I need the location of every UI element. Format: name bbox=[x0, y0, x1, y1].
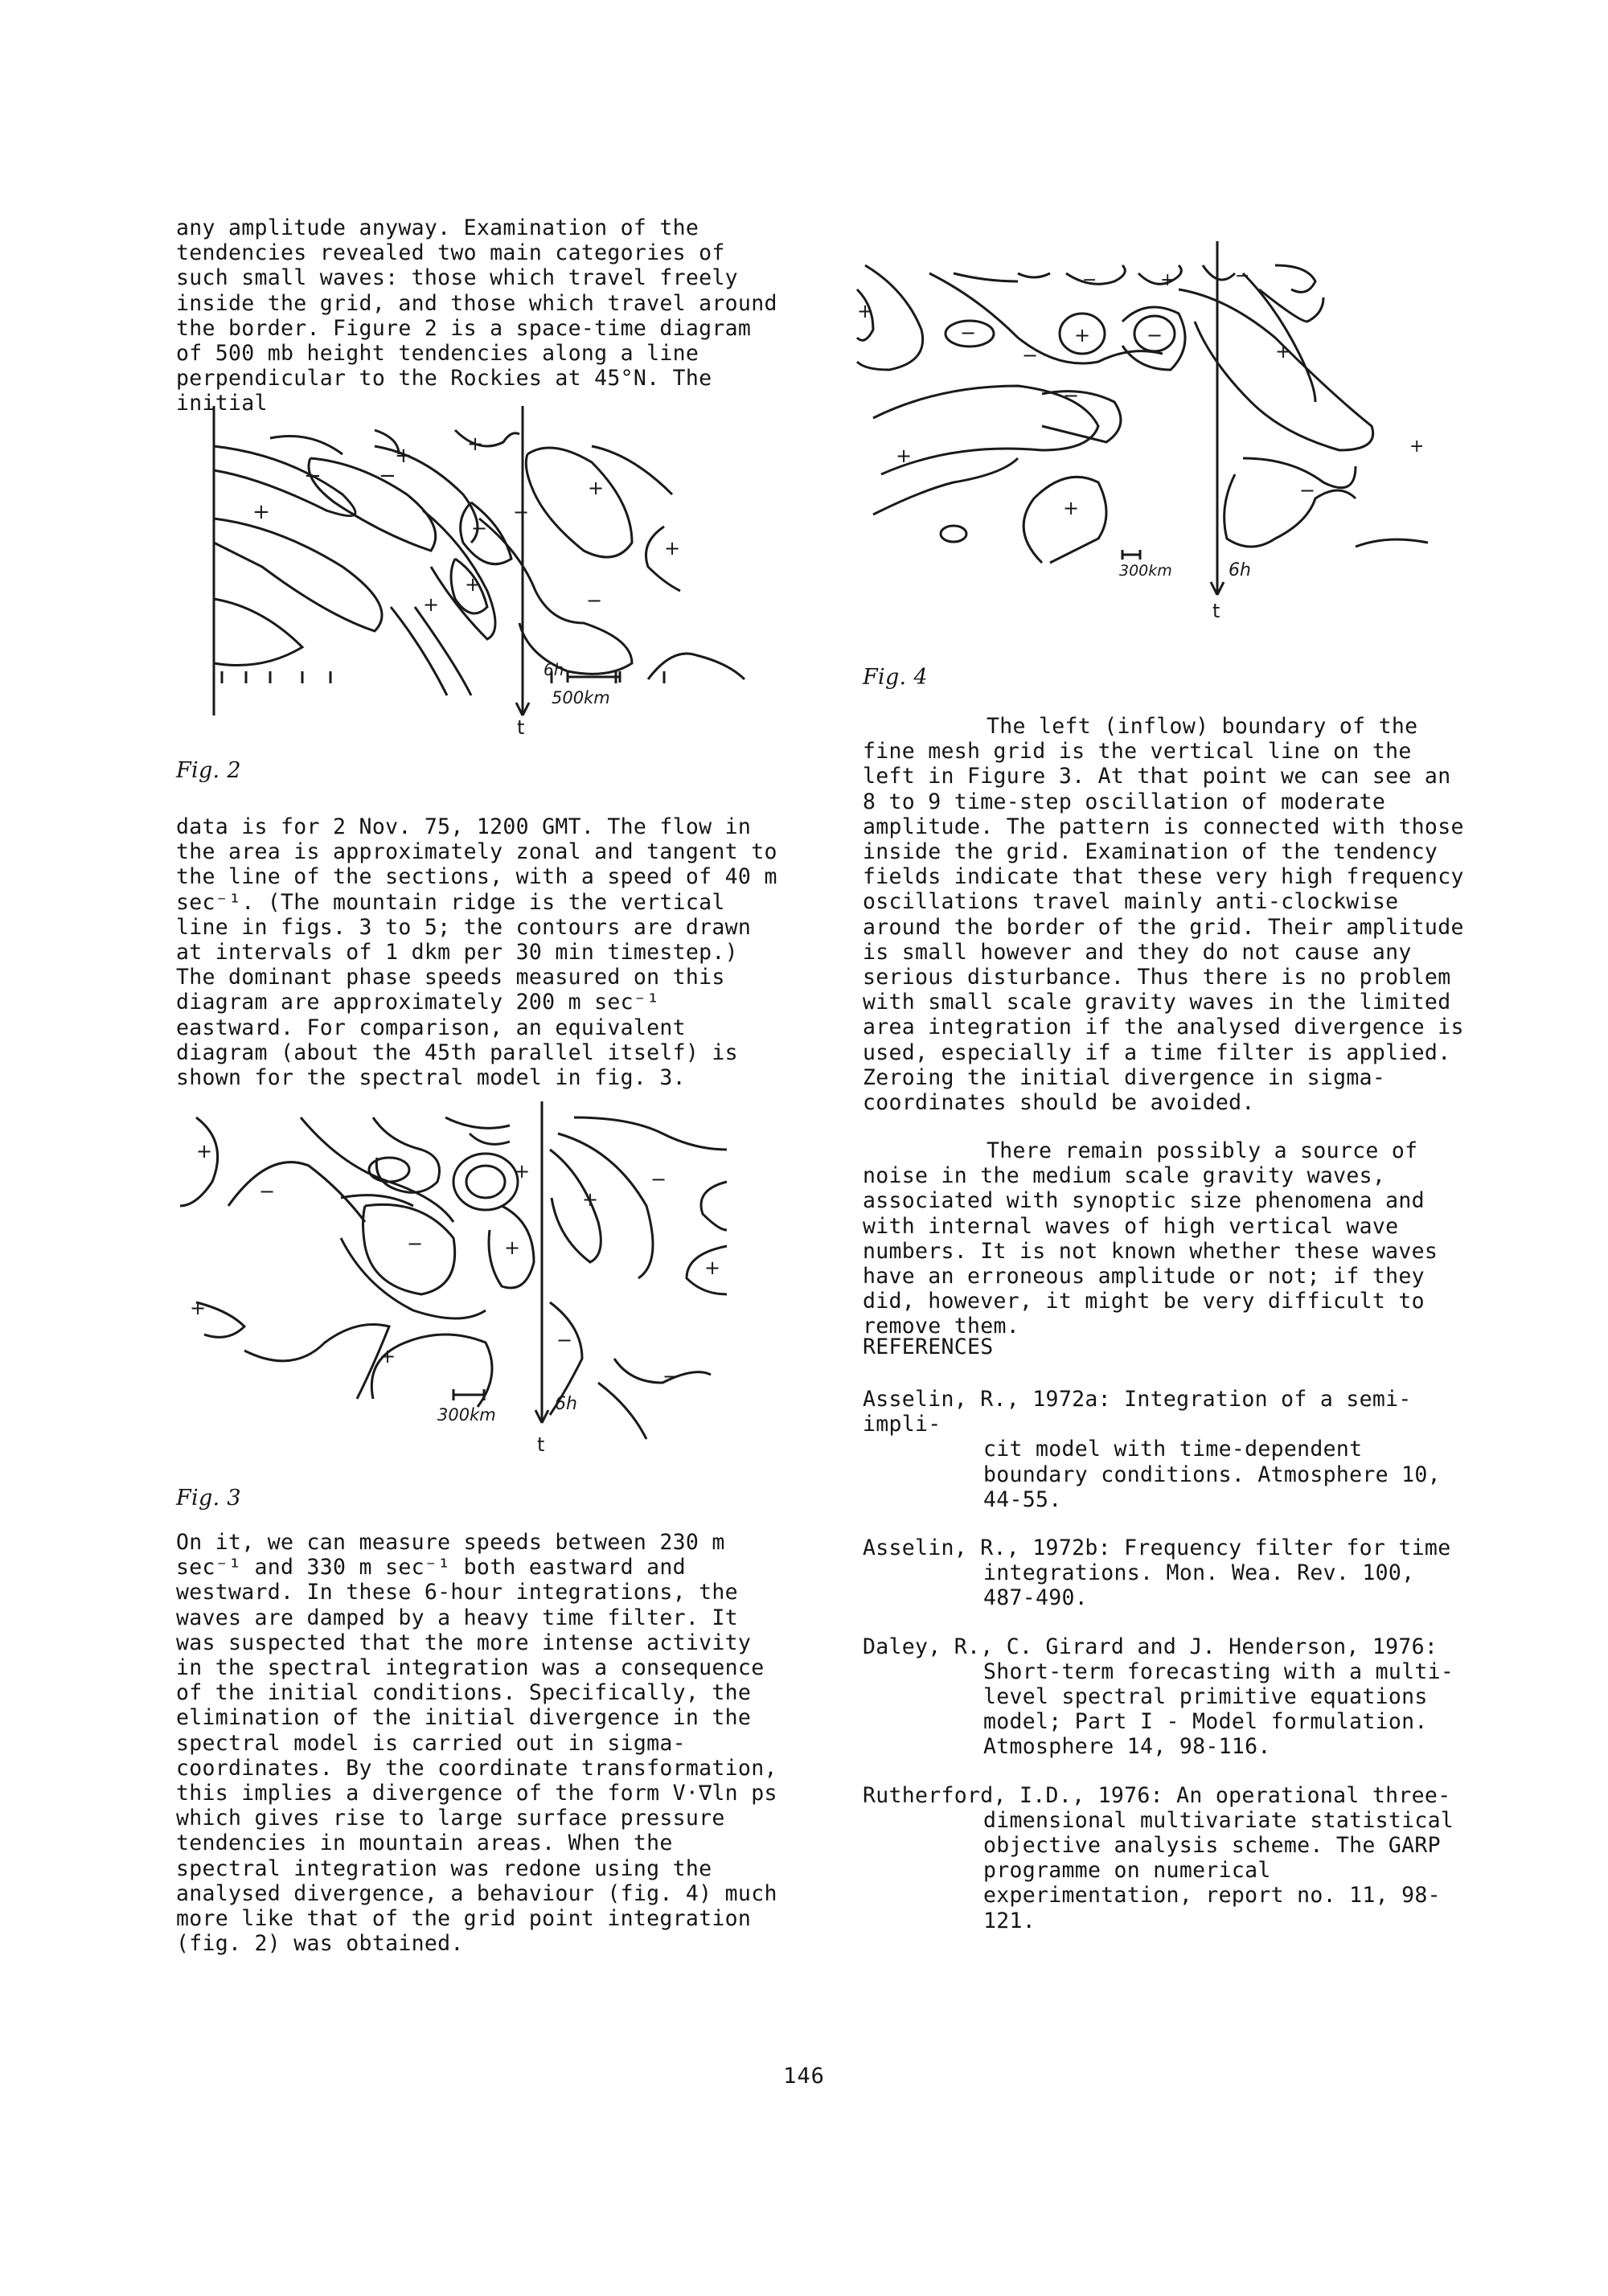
fig3-caption: Fig. 3 bbox=[176, 1486, 241, 1511]
fig3-sign: − bbox=[662, 1365, 679, 1388]
fig4-sign: + bbox=[896, 445, 913, 467]
right-para-2 bbox=[863, 1138, 1474, 1339]
fig2-contour bbox=[214, 599, 302, 666]
reference-lead: Daley, R., C. Girard and J. Henderson, 1976: bbox=[863, 1634, 1438, 1659]
paragraph-inflow-boundary: The left (inflow) boundary of the fine mesh grid is the vertical line on the left in Figure 3. At that point we can see an 8 to 9 time-step oscillation of moderate amplitude. The pattern is connected with those inside the grid. Examination of the tendency fields indicate that these very high frequency oscillations travel mainly anti-clockwise around the border of the grid. Their amplitude is small however and they do not cause any serious disturbance. Thus there is no problem with small scale gravity waves in the limited area integration if the analysed divergence is used, especially if a time filter is applied. Zeroing the initial divergence in sigma-coordinates should be avoided. bbox=[863, 714, 1464, 1116]
reference-rest: integrations. Mon. Wea. Rev. 100, 487-490. bbox=[983, 1560, 1415, 1611]
fig4-sign: − bbox=[1082, 270, 1097, 290]
paragraph-top: any amplitude anyway. Examination of the tendencies revealed two main categories of such small waves: those which travel freely inside the grid, and those which travel around the border. Figure 2 is a space-time diagram of 500 mb height tendencies along a line perpendicular to the Rockies at 45°N. The initial bbox=[176, 215, 777, 416]
reference-item bbox=[863, 1783, 1474, 1933]
fig4-time-label: 6h bbox=[1229, 560, 1251, 580]
fig4-contour bbox=[1259, 289, 1323, 322]
fig4-sign: + bbox=[1063, 497, 1080, 519]
fig4-sign: + bbox=[1160, 270, 1175, 290]
reference-rest: Short-term forecasting with a multi-level spectral primitive equations model; Part I - Model formulation. Atmosphere 14, 98-116. bbox=[983, 1658, 1454, 1760]
reference-lead: Asselin, R., 1972a: Integration of a semi-impli- bbox=[863, 1387, 1412, 1437]
fig4-sign: − bbox=[960, 322, 977, 344]
fig4-contour bbox=[941, 526, 966, 542]
fig3-contour bbox=[574, 1117, 727, 1150]
fig2-sign: − bbox=[471, 517, 488, 539]
left-para-top bbox=[176, 215, 787, 416]
fig3-scale-bar bbox=[453, 1389, 484, 1400]
fig2-sign: − bbox=[513, 501, 530, 523]
fig2-contour bbox=[270, 430, 399, 454]
fig2-scale-label: 500km bbox=[552, 688, 610, 707]
right-para-1 bbox=[863, 714, 1474, 1115]
fig2-contour bbox=[391, 607, 471, 695]
fig4-contour bbox=[954, 273, 1050, 281]
fig4-sign: − bbox=[1147, 324, 1163, 346]
fig2-contour bbox=[455, 430, 519, 446]
fig2-sign: − bbox=[586, 589, 603, 612]
fig3-sign: + bbox=[196, 1140, 213, 1162]
references-heading: REFERENCES bbox=[863, 1335, 994, 1359]
fig2-sign: − bbox=[304, 464, 322, 488]
reference-rest: dimensional multivariate statistical objective analysis scheme. The GARP programme on numerical experimentation, report no. 11, 98-121. bbox=[983, 1807, 1454, 1933]
fig2-sign: + bbox=[423, 593, 440, 616]
fig2-contour bbox=[214, 446, 355, 516]
fig2-sign: + bbox=[467, 433, 484, 455]
fig3-axis-label: t bbox=[537, 1433, 545, 1456]
fig2-sign: + bbox=[588, 477, 605, 499]
fig4-sign: − bbox=[1235, 266, 1250, 286]
fig4-sign: − bbox=[1299, 479, 1316, 502]
fig3-contour bbox=[244, 1325, 389, 1400]
reference-lead: Rutherford, I.D., 1976: An operational three- bbox=[863, 1782, 1451, 1808]
fig3-sign: + bbox=[582, 1188, 599, 1211]
reference-rest: cit model with time-dependent boundary conditions. Atmosphere 10, 44-55. bbox=[983, 1437, 1441, 1512]
fig2-contour bbox=[214, 519, 382, 631]
reference-item bbox=[863, 1387, 1474, 1512]
figure-4 bbox=[857, 241, 1436, 622]
fig3-sign: − bbox=[259, 1180, 276, 1203]
fig3-time-label: 6h bbox=[555, 1394, 577, 1414]
fig3-sign: − bbox=[650, 1168, 667, 1191]
references-list bbox=[863, 1387, 1474, 1933]
fig3-sign: + bbox=[379, 1345, 396, 1367]
fig4-contour bbox=[1023, 477, 1106, 563]
fig2-axis-label: t bbox=[517, 716, 525, 739]
figure-3 bbox=[180, 1101, 743, 1474]
fig2-sign: + bbox=[252, 500, 270, 524]
fig2-sign: + bbox=[395, 444, 412, 468]
fig2-contour-plot bbox=[214, 406, 777, 744]
fig4-sign: + bbox=[857, 300, 874, 322]
paragraph-noise-source: There remain possibly a source of noise in the medium scale gravity waves, associated with synoptic size phenomena and with internal waves of high vertical wave numbers. It is not known whether these waves have an erroneous amplitude or not; if they did, however, it might be very difficult to remove them. bbox=[863, 1138, 1438, 1339]
fig3-contour bbox=[369, 1158, 409, 1182]
fig3-contour bbox=[466, 1166, 505, 1198]
fig4-scale-bar bbox=[1122, 550, 1140, 560]
fig4-contour bbox=[1275, 265, 1315, 292]
fig4-axis-label: t bbox=[1212, 600, 1220, 622]
fig3-sign: + bbox=[504, 1236, 521, 1259]
fig2-contour bbox=[648, 654, 745, 679]
fig2-contour bbox=[526, 448, 632, 557]
fig3-contour bbox=[558, 1134, 653, 1278]
fig3-contour bbox=[701, 1182, 727, 1230]
fig2-contour bbox=[479, 519, 632, 674]
fig4-contour bbox=[1203, 265, 1235, 280]
paragraph-mid: data is for 2 Nov. 75, 1200 GMT. The flow in the area is approximately zonal and tangent to the line of the sections, with a speed of 40 m sec⁻¹. (The mountain ridge is the vertical line in figs. 3 to 5; the contours are drawn at intervals of 1 dkm per 30 min timestep.) The dominant phase speeds measured on this diagram are approximately 200 m sec⁻¹ eastward. For comparison, an equivalent diagram (about the 45th parallel itself) is shown for the spectral model in fig. 3. bbox=[176, 814, 777, 1091]
reference-item bbox=[863, 1535, 1474, 1611]
left-para-mid bbox=[176, 814, 787, 1090]
fig3-sign: + bbox=[514, 1160, 531, 1183]
fig3-sign: − bbox=[407, 1232, 424, 1255]
fig2-sign: − bbox=[379, 464, 396, 488]
page-number: 146 bbox=[783, 2064, 825, 2089]
fig4-sign: + bbox=[1074, 324, 1091, 346]
fig3-contour-plot bbox=[180, 1101, 743, 1471]
fig4-contour-plot bbox=[857, 241, 1436, 622]
fig2-time-label: 6h bbox=[544, 660, 564, 679]
fig4-contour bbox=[1042, 392, 1121, 442]
fig3-sign: − bbox=[556, 1329, 573, 1351]
fig2-sign: + bbox=[664, 537, 681, 560]
fig3-sign: + bbox=[190, 1297, 207, 1319]
fig2-caption: Fig. 2 bbox=[176, 758, 241, 783]
fig4-contour bbox=[873, 458, 1018, 515]
figure-2 bbox=[214, 406, 777, 747]
fig4-contour bbox=[1224, 474, 1356, 547]
reference-lead: Asselin, R., 1972b: Frequency filter for time bbox=[863, 1535, 1451, 1561]
fig4-sign: − bbox=[1063, 384, 1080, 407]
fig2-contour bbox=[375, 446, 478, 543]
fig2-contour bbox=[309, 458, 436, 551]
fig3-contour bbox=[453, 1154, 518, 1210]
fig4-sign: + bbox=[1409, 437, 1425, 457]
fig2-sign: + bbox=[465, 573, 482, 596]
fig4-sign: + bbox=[1275, 340, 1292, 363]
fig4-caption: Fig. 4 bbox=[863, 665, 928, 690]
fig4-sign: − bbox=[1022, 344, 1039, 367]
fig4-contour bbox=[1356, 539, 1428, 547]
fig3-contour bbox=[445, 1117, 510, 1144]
fig3-contour bbox=[228, 1162, 365, 1222]
reference-item bbox=[863, 1634, 1474, 1760]
fig3-scale-label: 300km bbox=[437, 1405, 496, 1425]
fig3-contour bbox=[598, 1383, 646, 1439]
fig3-sign: + bbox=[704, 1257, 721, 1279]
paragraph-bottom: On it, we can measure speeds between 230 m sec⁻¹ and 330 m sec⁻¹ both eastward and westward. In these 6-hour integrations, the waves are damped by a heavy time filter. It was suspected that the more intense activity in the spectral integration was a consequence of the initial conditions. Specifically, the elimination of the initial divergence in the spectral model is carried out in sigma-coordinates. By the coordinate transformation, this implies a divergence of the form V·∇ln ps which gives rise to large surface pressure tendencies in mountain areas. When the spectral integration was redone using the analysed divergence, a behaviour (fig. 4) much more like that of the grid point integration (fig. 2) was obtained. bbox=[176, 1530, 777, 1957]
fig4-scale-label: 300km bbox=[1119, 562, 1172, 580]
left-para-bottom bbox=[176, 1530, 787, 1956]
